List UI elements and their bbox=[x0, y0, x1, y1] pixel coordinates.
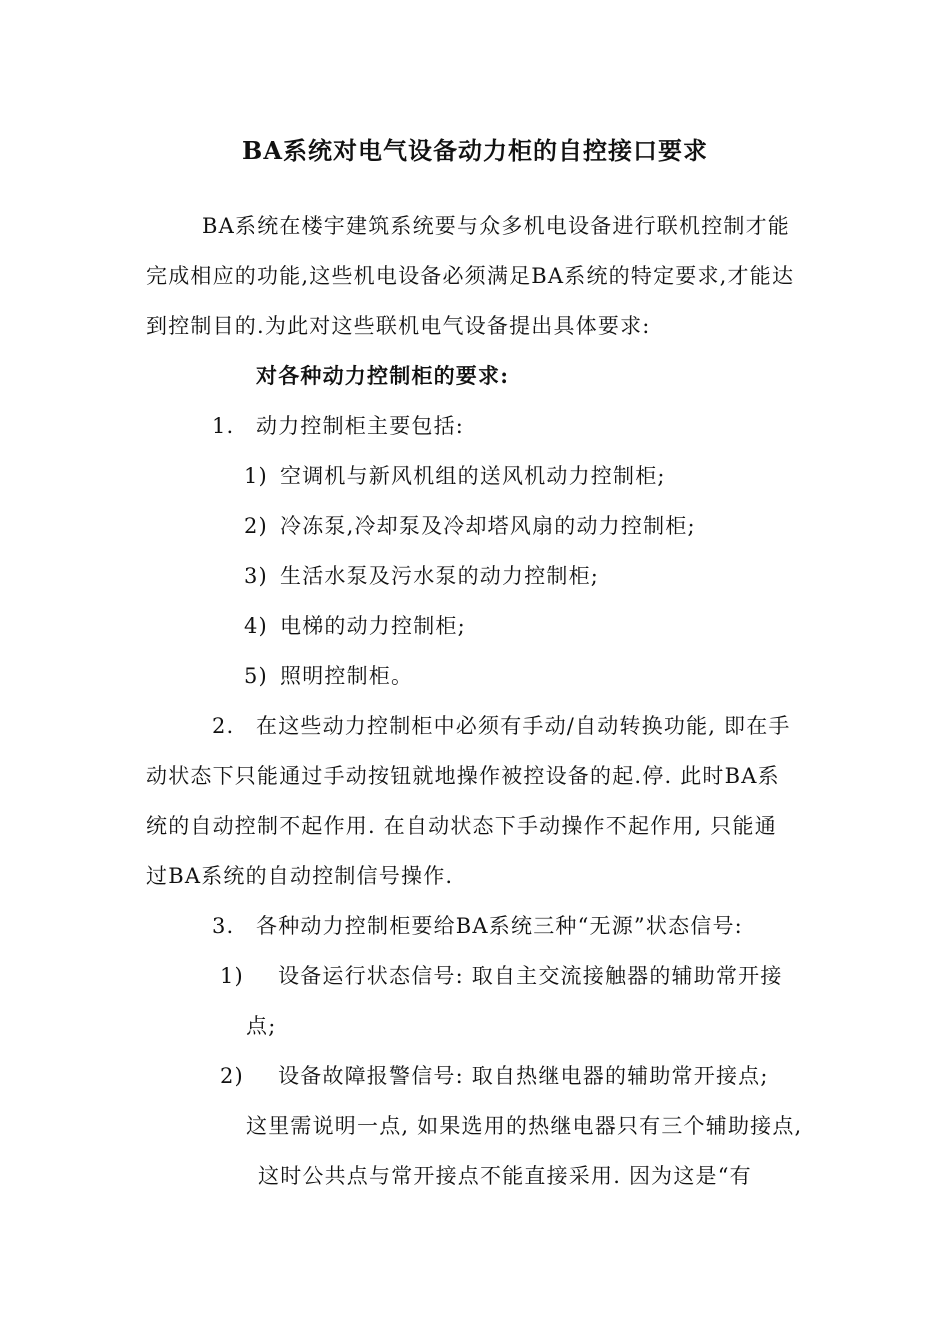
item1-sub4-text: 电梯的动力控制柜; bbox=[280, 614, 466, 638]
item3-note-line-2: 这时公共点与常开接点不能直接采用. 因为这是“有 bbox=[258, 1164, 752, 1188]
item3-note-line-1: 这里需说明一点, 如果选用的热继电器只有三个辅助接点, bbox=[246, 1114, 803, 1138]
item2-line-4: 过BA系统的自动控制信号操作. bbox=[146, 864, 454, 888]
item3-sub1-line-2: 点; bbox=[246, 1014, 277, 1038]
item1-number: 1. bbox=[212, 414, 235, 438]
item1-sub5-text: 照明控制柜。 bbox=[280, 664, 414, 688]
item1-sub2-text: 冷冻泵,冷却泵及冷却塔风扇的动力控制柜; bbox=[280, 514, 696, 538]
item3-sub1-number: 1) bbox=[220, 964, 244, 988]
item3-sub1-line-1: 设备运行状态信号: 取自主交流接触器的辅助常开接 bbox=[278, 964, 783, 988]
intro-line-3: 到控制目的.为此对这些联机电气设备提出具体要求: bbox=[146, 314, 651, 338]
item3-text: 各种动力控制柜要给BA系统三种“无源”状态信号: bbox=[256, 914, 743, 938]
item3-number: 3. bbox=[212, 914, 235, 938]
section-heading: 对各种动力控制柜的要求: bbox=[256, 363, 510, 388]
item2-line-2: 动状态下只能通过手动按钮就地操作被控设备的起.停. 此时BA系 bbox=[146, 764, 780, 788]
item1-sub3-number: 3) bbox=[244, 564, 268, 588]
item1-sub3-text: 生活水泵及污水泵的动力控制柜; bbox=[280, 564, 600, 588]
item3-sub2-number: 2) bbox=[220, 1064, 244, 1088]
item1-sub4-number: 4) bbox=[244, 614, 268, 638]
item2-line-1: 在这些动力控制柜中必须有手动/自动转换功能, 即在手 bbox=[256, 714, 791, 738]
item1-sub5-number: 5) bbox=[244, 664, 268, 688]
item1-sub2-number: 2) bbox=[244, 514, 268, 538]
document-title: BA系统对电气设备动力柜的自控接口要求 bbox=[242, 136, 708, 165]
intro-line-2: 完成相应的功能,这些机电设备必须满足BA系统的特定要求,才能达 bbox=[146, 264, 795, 288]
item2-number: 2. bbox=[212, 714, 235, 738]
item1-sub1-number: 1) bbox=[244, 464, 268, 488]
intro-line-1: BA系统在楼宇建筑系统要与众多机电设备进行联机控制才能 bbox=[202, 214, 790, 238]
item1-text: 动力控制柜主要包括: bbox=[256, 414, 465, 438]
item2-line-3: 统的自动控制不起作用. 在自动状态下手动操作不起作用, 只能通 bbox=[146, 814, 777, 838]
item3-sub2-line-1: 设备故障报警信号: 取自热继电器的辅助常开接点; bbox=[278, 1064, 769, 1088]
item1-sub1-text: 空调机与新风机组的送风机动力控制柜; bbox=[280, 464, 666, 488]
